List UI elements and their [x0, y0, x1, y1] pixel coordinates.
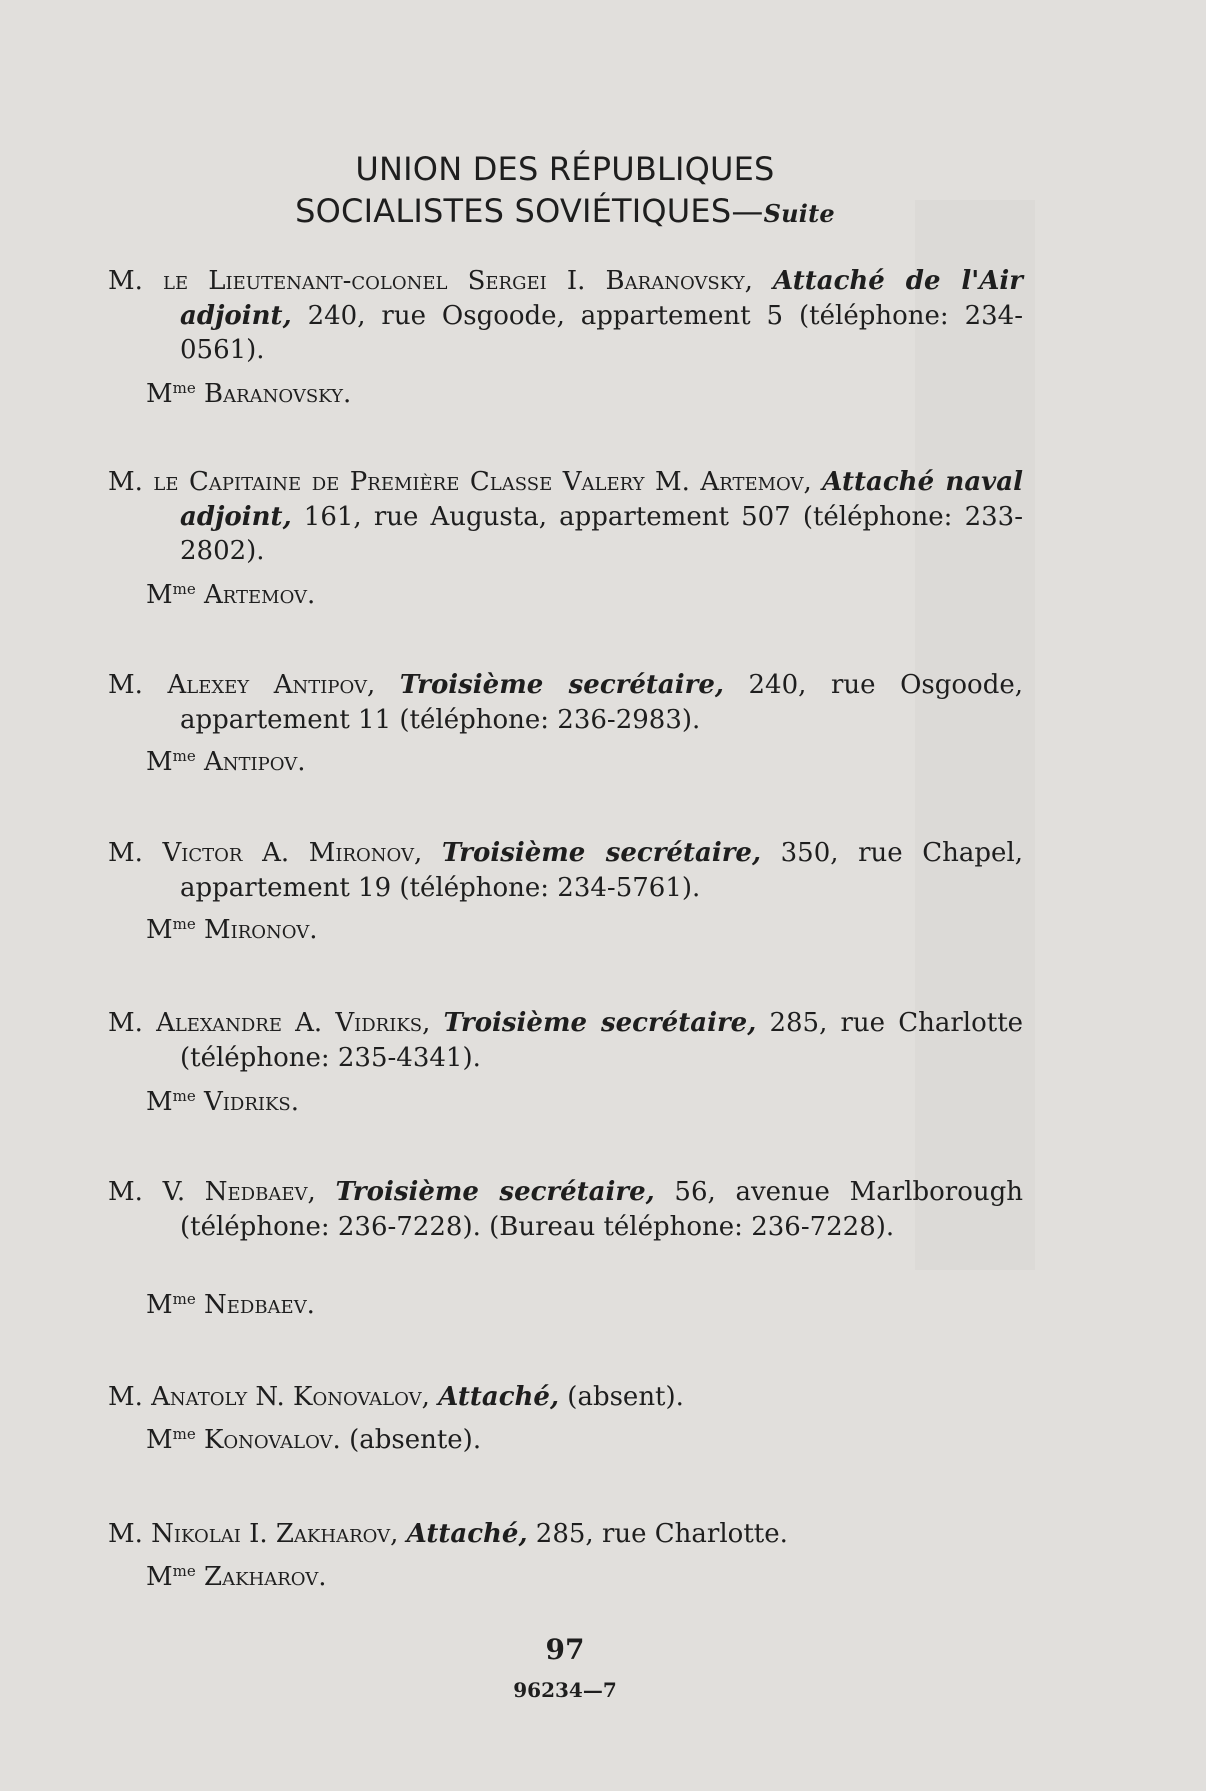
spouse-name: Nedbaev. — [204, 1290, 315, 1320]
entry-prefix: M. — [108, 1519, 143, 1549]
entry-address: 285, rue Charlotte. — [535, 1519, 788, 1549]
spouse-artemov — [146, 578, 315, 612]
spouse-prefix: M — [146, 379, 173, 409]
heading-line-2 — [0, 192, 1130, 230]
spouse-prefix: M — [146, 1562, 173, 1592]
entry-zakharov — [108, 1517, 1023, 1552]
page-number: 97 — [545, 1633, 585, 1666]
spouse-note: (absente). — [349, 1425, 482, 1455]
spouse-name: Antipov. — [204, 747, 306, 777]
spouse-prefix: M — [146, 1290, 173, 1320]
spouse-mironov — [146, 913, 318, 947]
entry-role: Troisième secrétaire, — [335, 1177, 655, 1207]
entry-address: 56, avenue Marlborough (téléphone: 236-7228). (Bureau téléphone: 236-7228). — [180, 1177, 1023, 1242]
entry-role: Troisième secrétaire, — [441, 838, 761, 868]
entry-name: Valery M. Artemov, — [562, 467, 812, 497]
heading-suite: Suite — [763, 199, 835, 228]
entry-address: 240, rue Osgoode, appartement 11 (téléphone: 236-2983). — [180, 670, 1024, 735]
print-code: 96234—7 — [513, 1678, 617, 1702]
spouse-baranovsky — [146, 377, 351, 411]
spouse-name: Konovalov. — [204, 1425, 341, 1455]
spouse-sup: me — [172, 915, 196, 933]
entry-address: 285, rue Charlotte (téléphone: 235-4341). — [180, 1008, 1024, 1073]
entry-address: 161, rue Augusta, appartement 507 (téléphone: 233-2802). — [180, 501, 1024, 566]
heading-line-1 — [0, 150, 1130, 188]
entry-role: Troisième secrétaire, — [399, 670, 724, 700]
entry-prefix: M. — [108, 670, 143, 700]
spouse-name: Baranovsky. — [204, 379, 352, 409]
heading-text-1: UNION DES RÉPUBLIQUES — [355, 150, 775, 188]
entry-prefix: M. — [108, 266, 143, 296]
entry-name: Alexandre A. Vidriks, — [156, 1008, 431, 1038]
entry-role: Attaché, — [406, 1519, 528, 1549]
spouse-vidriks — [146, 1085, 299, 1119]
entry-address: 240, rue Osgoode, appartement 5 (téléphone: 234-0561). — [180, 300, 1023, 365]
entry-prefix: M. — [108, 467, 143, 497]
entry-baranovsky — [108, 264, 1023, 368]
entry-name: Sergei I. Baranovsky, — [467, 266, 753, 296]
entry-address: (absent). — [567, 1382, 684, 1412]
spouse-name: Mironov. — [204, 915, 318, 945]
entry-title: le Lieutenant-colonel — [163, 266, 448, 296]
spouse-sup: me — [172, 1425, 196, 1443]
entry-name: Victor A. Mironov, — [162, 838, 423, 868]
spouse-prefix: M — [146, 915, 173, 945]
spouse-name: Vidriks. — [204, 1087, 300, 1117]
entry-role: Troisième secrétaire, — [443, 1008, 757, 1038]
entry-nedbaev — [108, 1175, 1023, 1244]
entry-address: 350, rue Chapel, appartement 19 (téléphone: 234-5761). — [180, 838, 1024, 903]
entry-role: Attaché de l'Air adjoint, — [180, 266, 1023, 331]
spouse-sup: me — [172, 747, 196, 765]
heading-text-2: SOCIALISTES SOVIÉTIQUES— — [295, 192, 764, 230]
spouse-name: Zakharov. — [204, 1562, 327, 1592]
spouse-sup: me — [172, 1562, 196, 1580]
spouse-prefix: M — [146, 1425, 173, 1455]
entry-artemov — [108, 465, 1023, 569]
spouse-sup: me — [172, 1290, 196, 1308]
spouse-sup: me — [172, 580, 196, 598]
entry-prefix: M. — [108, 838, 143, 868]
entry-name: Alexey Antipov, — [167, 670, 376, 700]
entry-role: Attaché naval adjoint, — [180, 467, 1024, 532]
spouse-prefix: M — [146, 580, 173, 610]
spouse-sup: me — [172, 379, 196, 397]
spouse-prefix: M — [146, 747, 173, 777]
entry-mironov — [108, 836, 1023, 905]
entry-role: Attaché, — [438, 1382, 560, 1412]
entry-name: Nikolai I. Zakharov, — [151, 1519, 399, 1549]
spouse-zakharov — [146, 1560, 326, 1594]
spouse-antipov — [146, 745, 305, 779]
spouse-nedbaev — [146, 1288, 315, 1322]
spouse-prefix: M — [146, 1087, 173, 1117]
spouse-konovalov — [146, 1423, 481, 1457]
entry-prefix: M. — [108, 1008, 143, 1038]
entry-prefix: M. — [108, 1177, 143, 1207]
entry-name: V. Nedbaev, — [162, 1177, 316, 1207]
entry-title: le Capitaine de Première Classe — [153, 467, 553, 497]
spouse-sup: me — [172, 1087, 196, 1105]
entry-konovalov — [108, 1380, 1023, 1415]
entry-prefix: M. — [108, 1382, 143, 1412]
entry-name: Anatoly N. Konovalov, — [151, 1382, 430, 1412]
spouse-name: Artemov. — [204, 580, 316, 610]
entry-antipov — [108, 668, 1023, 737]
entry-vidriks — [108, 1006, 1023, 1075]
